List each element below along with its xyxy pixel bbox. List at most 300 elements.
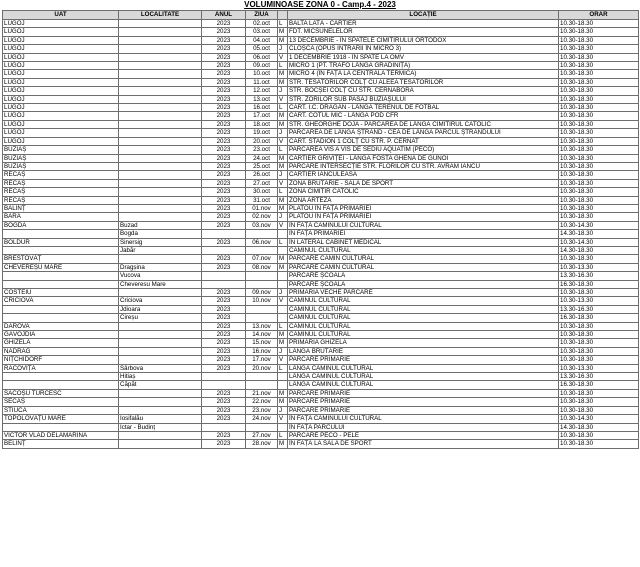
weekday-cell: L (278, 20, 288, 28)
localitate-cell (119, 204, 202, 212)
uat-cell: DAROVA (3, 322, 119, 330)
localitate-cell (119, 440, 202, 448)
weekday-cell: V (278, 415, 288, 423)
locatie-cell: MICRO 4 (ÎN FAȚA LA CENTRALA TERMICĂ) (288, 70, 559, 78)
uat-cell: LUGOJ (3, 112, 119, 120)
table-row (3, 120, 639, 128)
uat-cell: RECAȘ (3, 196, 119, 204)
ziua-cell (246, 230, 278, 238)
table-row (3, 129, 639, 137)
localitate-cell: Vucova (119, 272, 202, 280)
locatie-cell: PARCAREA DE LÂNGĂ ȘTRAND - CEA DE LÂNGĂ PARCUL ȘTRANDULUI (288, 129, 559, 137)
orar-cell: 10.30-13.30 (559, 364, 639, 372)
localitate-cell (119, 213, 202, 221)
localitate-cell (119, 112, 202, 120)
locatie-cell: PARCAREA VIS A VIS DE SEDIU AQUATIM (PECO) (288, 146, 559, 154)
table-row (3, 221, 639, 229)
uat-cell: LUGOJ (3, 36, 119, 44)
orar-cell: 10.30-18.30 (559, 389, 639, 397)
anul-cell: 2023 (202, 62, 246, 70)
column-header-ziua: ZIUA (246, 11, 278, 20)
weekday-cell: M (278, 255, 288, 263)
table-row (3, 230, 639, 238)
uat-cell: LUGOJ (3, 70, 119, 78)
anul-cell: 2023 (202, 255, 246, 263)
anul-cell: 2023 (202, 305, 246, 313)
weekday-cell: L (278, 431, 288, 439)
ziua-cell: 24.oct (246, 154, 278, 162)
localitate-cell (119, 431, 202, 439)
locatie-cell: 1 DECEMBRIE 1918 - ÎN SPATE LA OMV (288, 53, 559, 61)
weekday-cell (278, 272, 288, 280)
localitate-cell (119, 255, 202, 263)
locatie-cell: PARCARE ȘCOALĂ (288, 280, 559, 288)
header-row (3, 11, 639, 20)
uat-cell: LUGOJ (3, 120, 119, 128)
anul-cell: 2023 (202, 137, 246, 145)
uat-cell: BRESTOVĂȚ (3, 255, 119, 263)
table-row (3, 204, 639, 212)
uat-cell: NĂDRAG (3, 347, 119, 355)
ziua-cell: 23.oct (246, 146, 278, 154)
localitate-cell (119, 179, 202, 187)
table-row (3, 28, 639, 36)
weekday-cell: V (278, 356, 288, 364)
table-row (3, 347, 639, 355)
ziua-cell: 03.nov (246, 221, 278, 229)
anul-cell: 2023 (202, 221, 246, 229)
locatie-cell: PRIMĂRIA VECHE PARCARE (288, 289, 559, 297)
weekday-cell: V (278, 221, 288, 229)
ziua-cell: 03.oct (246, 28, 278, 36)
orar-cell: 16.30-18.30 (559, 381, 639, 389)
localitate-cell (119, 36, 202, 44)
table-row (3, 364, 639, 372)
anul-cell: 2023 (202, 188, 246, 196)
ziua-cell: 09.nov (246, 289, 278, 297)
uat-cell: SECAȘ (3, 398, 119, 406)
uat-cell (3, 230, 119, 238)
table-row (3, 272, 639, 280)
weekday-cell: M (278, 398, 288, 406)
locatie-cell: PLATOU ÎN FAȚA PRIMĂRIEI (288, 213, 559, 221)
ziua-cell: 24.nov (246, 415, 278, 423)
ziua-cell: 25.oct (246, 162, 278, 170)
weekday-cell (278, 423, 288, 431)
weekday-cell: M (278, 36, 288, 44)
weekday-cell: V (278, 137, 288, 145)
weekday-cell: M (278, 162, 288, 170)
localitate-cell (119, 339, 202, 347)
locatie-cell: MICRO 1 (PT. TRAFO LÂNGĂ GRĂDINIȚĂ) (288, 62, 559, 70)
orar-cell: 10.30-18.30 (559, 78, 639, 86)
column-header-orar: ORAR (559, 11, 639, 20)
ziua-cell: 15.nov (246, 339, 278, 347)
ziua-cell (246, 272, 278, 280)
anul-cell: 2023 (202, 179, 246, 187)
anul-cell: 2023 (202, 20, 246, 28)
table-row (3, 20, 639, 28)
locatie-cell: CART. COTUL MIC - LÂNGĂ POD CFR (288, 112, 559, 120)
uat-cell: TOPOLOVĂȚU MARE (3, 415, 119, 423)
weekday-cell: V (278, 53, 288, 61)
locatie-cell: STR. TESĂTORILOR COLȚ CU ALEEA TESĂTORILOR (288, 78, 559, 86)
weekday-cell: J (278, 289, 288, 297)
table-row (3, 196, 639, 204)
table-row (3, 45, 639, 53)
locatie-cell: PARCARE PRIMĂRIE (288, 389, 559, 397)
uat-cell: LUGOJ (3, 53, 119, 61)
ziua-cell: 09.oct (246, 62, 278, 70)
locatie-cell: CLOȘCA (OPUS INTRĂRII ÎN MICRO 3) (288, 45, 559, 53)
schedule-table (2, 10, 639, 449)
locatie-cell: ÎN LATERAL CABINET MEDICAL (288, 238, 559, 246)
ziua-cell: 22.nov (246, 398, 278, 406)
anul-cell: 2023 (202, 331, 246, 339)
table-row (3, 373, 639, 381)
uat-cell: BOGDA (3, 221, 119, 229)
weekday-cell: M (278, 339, 288, 347)
table-row (3, 263, 639, 271)
locatie-cell: ÎN FAȚA PRIMĂRIEI (288, 230, 559, 238)
orar-cell: 16.30-18.30 (559, 280, 639, 288)
locatie-cell: STR. BOCȘEI COLȚ CU STR. CERNABORA (288, 87, 559, 95)
orar-cell: 10.30-18.30 (559, 62, 639, 70)
localitate-cell: Cireșu (119, 314, 202, 322)
localitate-cell: Căpăt (119, 381, 202, 389)
orar-cell: 10.30-18.30 (559, 162, 639, 170)
locatie-cell: FDT. MICSUNELELOR (288, 28, 559, 36)
localitate-cell (119, 171, 202, 179)
localitate-cell (119, 95, 202, 103)
table-row (3, 389, 639, 397)
anul-cell: 2023 (202, 129, 246, 137)
table-row (3, 112, 639, 120)
orar-cell: 10.30-18.30 (559, 339, 639, 347)
orar-cell: 10.30-18.30 (559, 398, 639, 406)
ziua-cell: 30.oct (246, 188, 278, 196)
locatie-cell: PARCARE CĂMIN CULTURAL (288, 255, 559, 263)
orar-cell: 10.30-14.30 (559, 238, 639, 246)
anul-cell: 2023 (202, 389, 246, 397)
localitate-cell (119, 154, 202, 162)
uat-cell (3, 381, 119, 389)
table-row (3, 314, 639, 322)
table-row (3, 62, 639, 70)
table-row (3, 95, 639, 103)
orar-cell: 10.30-18.30 (559, 255, 639, 263)
uat-cell: RECAȘ (3, 179, 119, 187)
anul-cell (202, 246, 246, 254)
ziua-cell: 28.nov (246, 440, 278, 448)
table-row (3, 179, 639, 187)
uat-cell: GHIZELA (3, 339, 119, 347)
orar-cell: 10.30-18.30 (559, 431, 639, 439)
table-row (3, 431, 639, 439)
weekday-cell: L (278, 322, 288, 330)
uat-cell: BOLDUR (3, 238, 119, 246)
orar-cell: 14.30-18.30 (559, 246, 639, 254)
orar-cell: 10.30-14.30 (559, 415, 639, 423)
ziua-cell: 21.nov (246, 389, 278, 397)
locatie-cell: PRIMĂRIA GHIZELA (288, 339, 559, 347)
weekday-cell: M (278, 70, 288, 78)
table-row (3, 87, 639, 95)
orar-cell: 14.30-18.30 (559, 230, 639, 238)
uat-cell: LUGOJ (3, 28, 119, 36)
ziua-cell: 11.oct (246, 78, 278, 86)
localitate-cell (119, 62, 202, 70)
locatie-cell: ÎN FAȚA CĂMINULUI CULTURAL (288, 415, 559, 423)
page-title: VOLUMINOASE ZONA 0 - Camp.4 - 2023 (244, 0, 396, 9)
column-header-anul: ANUL (202, 11, 246, 20)
weekday-cell: L (278, 104, 288, 112)
localitate-cell (119, 104, 202, 112)
anul-cell: 2023 (202, 171, 246, 179)
localitate-cell (119, 322, 202, 330)
orar-cell: 10.30-18.30 (559, 440, 639, 448)
anul-cell: 2023 (202, 87, 246, 95)
table-row (3, 246, 639, 254)
localitate-cell: Sârbova (119, 364, 202, 372)
orar-cell: 10.30-18.30 (559, 331, 639, 339)
uat-cell (3, 280, 119, 288)
weekday-cell: M (278, 120, 288, 128)
ziua-cell: 12.oct (246, 87, 278, 95)
locatie-cell: PLATOU ÎN FAȚA PRIMĂRIEI (288, 204, 559, 212)
orar-cell: 10.30-18.30 (559, 20, 639, 28)
column-header-uat: UAT (3, 11, 119, 20)
table-row (3, 280, 639, 288)
uat-cell: BUZIAȘ (3, 154, 119, 162)
ziua-cell: 26.oct (246, 171, 278, 179)
orar-cell: 10.30-18.30 (559, 406, 639, 414)
locatie-cell: CART. I.C. DRĂGAN - LÂNGĂ TERENUL DE FOTBAL (288, 104, 559, 112)
uat-cell: CHEVEREȘU MARE (3, 263, 119, 271)
orar-cell: 10.30-18.30 (559, 146, 639, 154)
table-row (3, 356, 639, 364)
locatie-cell: CĂMINUL CULTURAL (288, 305, 559, 313)
orar-cell: 13.30-16.30 (559, 373, 639, 381)
orar-cell: 10.30-18.30 (559, 36, 639, 44)
ziua-cell (246, 314, 278, 322)
orar-cell: 10.30-18.30 (559, 87, 639, 95)
locatie-cell: LÂNGĂ CĂMINUL CULTURAL (288, 373, 559, 381)
localitate-cell (119, 331, 202, 339)
localitate-cell: Cheveresu Mare (119, 280, 202, 288)
uat-cell: SACOȘU TURCESC (3, 389, 119, 397)
orar-cell: 10.30-18.30 (559, 154, 639, 162)
localitate-cell (119, 162, 202, 170)
ziua-cell: 13.oct (246, 95, 278, 103)
localitate-cell: Sinersig (119, 238, 202, 246)
locatie-cell: LÂNGĂ BRUTĂRIE (288, 347, 559, 355)
localitate-cell (119, 347, 202, 355)
anul-cell: 2023 (202, 263, 246, 271)
table-row (3, 213, 639, 221)
ziua-cell: 10.oct (246, 70, 278, 78)
anul-cell: 2023 (202, 431, 246, 439)
anul-cell: 2023 (202, 154, 246, 162)
anul-cell (202, 230, 246, 238)
table-row (3, 305, 639, 313)
table-row (3, 331, 639, 339)
weekday-cell: M (278, 154, 288, 162)
anul-cell: 2023 (202, 196, 246, 204)
locatie-cell: CĂMINUL CULTURAL (288, 297, 559, 305)
uat-cell: LUGOJ (3, 78, 119, 86)
ziua-cell (246, 280, 278, 288)
orar-cell: 10.30-18.30 (559, 322, 639, 330)
locatie-cell: PARCARE ȘCOALĂ (288, 272, 559, 280)
ziua-cell: 16.oct (246, 104, 278, 112)
table-row (3, 104, 639, 112)
localitate-cell (119, 188, 202, 196)
uat-cell: STIUCA (3, 406, 119, 414)
column-header-weekday (278, 11, 288, 20)
anul-cell: 2023 (202, 78, 246, 86)
orar-cell: 10.30-18.30 (559, 204, 639, 212)
uat-cell: LUGOJ (3, 87, 119, 95)
table-row (3, 70, 639, 78)
ziua-cell: 14.nov (246, 331, 278, 339)
ziua-cell: 10.nov (246, 297, 278, 305)
uat-cell: VICTOR VLAD DELAMARINA (3, 431, 119, 439)
localitate-cell (119, 28, 202, 36)
anul-cell (202, 373, 246, 381)
ziua-cell: 27.oct (246, 179, 278, 187)
uat-cell (3, 305, 119, 313)
weekday-cell: J (278, 87, 288, 95)
locatie-cell: CĂMINUL CULTURAL (288, 331, 559, 339)
locatie-cell: CART. STADION 1 COLȚ CU STR. P. CERNAT (288, 137, 559, 145)
ziua-cell (246, 246, 278, 254)
weekday-cell: V (278, 95, 288, 103)
locatie-cell: ÎN FAȚĂ LA SALA DE SPORT (288, 440, 559, 448)
uat-cell: CRICIOVA (3, 297, 119, 305)
table-row (3, 162, 639, 170)
localitate-cell (119, 137, 202, 145)
column-header-localitate: LOCALITATE (119, 11, 202, 20)
weekday-cell: M (278, 112, 288, 120)
localitate-cell (119, 406, 202, 414)
table-row (3, 53, 639, 61)
ziua-cell (246, 373, 278, 381)
anul-cell: 2023 (202, 289, 246, 297)
uat-cell (3, 272, 119, 280)
orar-cell: 10.30-18.30 (559, 356, 639, 364)
orar-cell: 10.30-18.30 (559, 53, 639, 61)
table-row (3, 255, 639, 263)
weekday-cell: M (278, 389, 288, 397)
orar-cell: 10.30-18.30 (559, 347, 639, 355)
uat-cell: LUGOJ (3, 45, 119, 53)
anul-cell: 2023 (202, 204, 246, 212)
ziua-cell: 08.nov (246, 263, 278, 271)
orar-cell: 10.30-18.30 (559, 104, 639, 112)
anul-cell: 2023 (202, 314, 246, 322)
localitate-cell (119, 196, 202, 204)
uat-cell: RACOVIȚA (3, 364, 119, 372)
uat-cell: GĂVOJDIA (3, 331, 119, 339)
locatie-cell: PARCARE INTERSECȚIE STR. FLORILOR CU STR. AVRAM IANCU (288, 162, 559, 170)
table-body (3, 20, 639, 449)
uat-cell: NIȚCHIDORF (3, 356, 119, 364)
uat-cell (3, 314, 119, 322)
orar-cell: 14.30-18.30 (559, 423, 639, 431)
locatie-cell: PARCARE PRIMĂRIE (288, 406, 559, 414)
ziua-cell (246, 423, 278, 431)
orar-cell: 10.30-13.30 (559, 297, 639, 305)
ziua-cell: 23.nov (246, 406, 278, 414)
localitate-cell (119, 70, 202, 78)
orar-cell: 10.30-18.30 (559, 171, 639, 179)
localitate-cell: Criciova (119, 297, 202, 305)
weekday-cell: L (278, 188, 288, 196)
orar-cell: 10.30-18.30 (559, 120, 639, 128)
locatie-cell: 13 DECEMBRIE - ÎN SPATELE CIMITIRULUI ORTODOX (288, 36, 559, 44)
orar-cell: 10.30-18.30 (559, 289, 639, 297)
table-row (3, 398, 639, 406)
table-row (3, 440, 639, 448)
weekday-cell: J (278, 347, 288, 355)
orar-cell: 10.30-18.30 (559, 179, 639, 187)
ziua-cell: 18.oct (246, 120, 278, 128)
uat-cell: COSTEIU (3, 289, 119, 297)
ziua-cell: 19.oct (246, 129, 278, 137)
ziua-cell: 02.oct (246, 20, 278, 28)
table-row (3, 297, 639, 305)
table-row (3, 171, 639, 179)
localitate-cell: Bogda (119, 230, 202, 238)
localitate-cell (119, 356, 202, 364)
uat-cell: BUZIAȘ (3, 162, 119, 170)
orar-cell: 10.30-18.30 (559, 129, 639, 137)
ziua-cell: 17.oct (246, 112, 278, 120)
table-row (3, 322, 639, 330)
weekday-cell: J (278, 45, 288, 53)
table-row (3, 289, 639, 297)
ziua-cell: 07.nov (246, 255, 278, 263)
localitate-cell (119, 289, 202, 297)
uat-cell: BARA (3, 213, 119, 221)
ziua-cell (246, 305, 278, 313)
orar-cell: 10.30-18.30 (559, 95, 639, 103)
locatie-cell: BALTA LATĂ - CARTIER (288, 20, 559, 28)
orar-cell: 10.30-18.30 (559, 70, 639, 78)
locatie-cell: CARTIER GRIVIȚEI - LÂNGĂ FOSTA GHENĂ DE GUNOI (288, 154, 559, 162)
uat-cell: LUGOJ (3, 104, 119, 112)
uat-cell: RECAȘ (3, 171, 119, 179)
weekday-cell (278, 246, 288, 254)
anul-cell: 2023 (202, 120, 246, 128)
orar-cell: 16.30-18.30 (559, 314, 639, 322)
anul-cell: 2023 (202, 322, 246, 330)
localitate-cell (119, 120, 202, 128)
locatie-cell: ÎN FAȚA PARCULUI (288, 423, 559, 431)
uat-cell: LUGOJ (3, 95, 119, 103)
orar-cell: 10.30-14.30 (559, 221, 639, 229)
weekday-cell: J (278, 171, 288, 179)
uat-cell (3, 373, 119, 381)
weekday-cell: L (278, 146, 288, 154)
table-row (3, 188, 639, 196)
anul-cell: 2023 (202, 36, 246, 44)
anul-cell: 2023 (202, 28, 246, 36)
table-row (3, 154, 639, 162)
ziua-cell: 20.nov (246, 364, 278, 372)
anul-cell: 2023 (202, 415, 246, 423)
